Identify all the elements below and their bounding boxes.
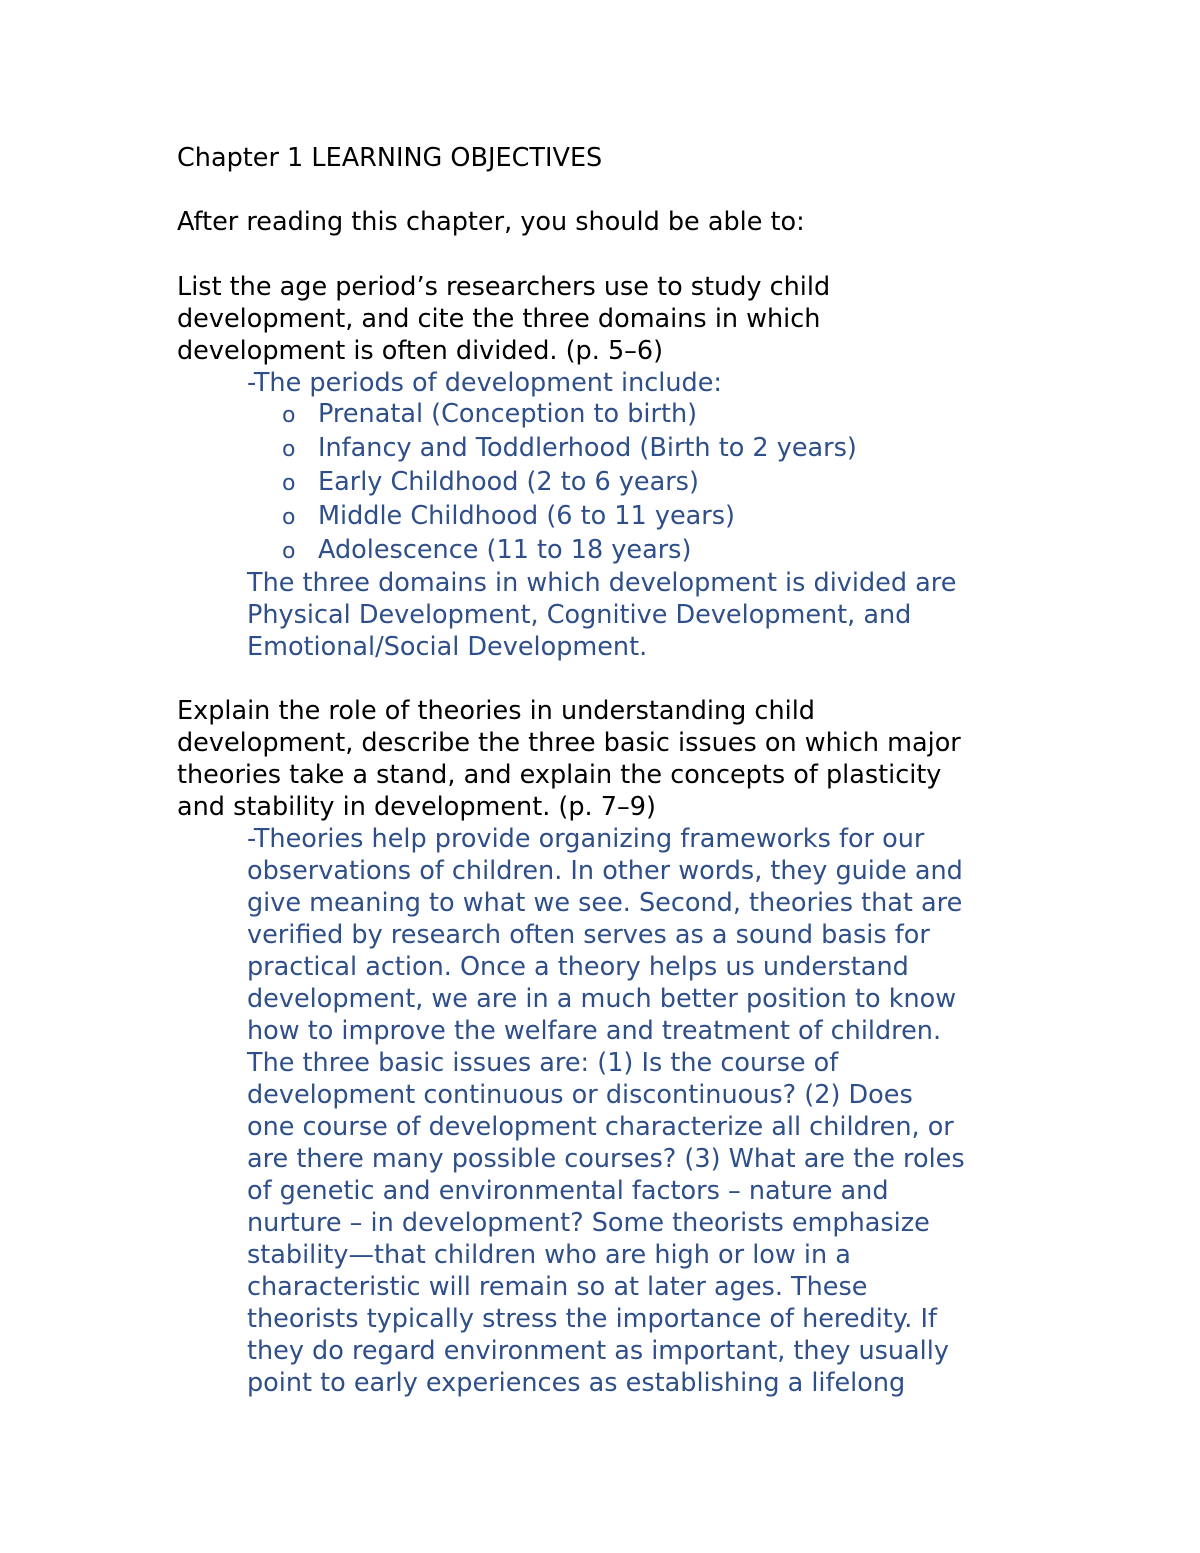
- period-list-item: Middle Childhood (6 to 11 years): [318, 501, 735, 531]
- theories-answer-line: of genetic and environmental factors – nature and: [247, 1176, 889, 1206]
- domains-answer-line: Emotional/Social Development.: [247, 632, 648, 662]
- intro-text: After reading this chapter, you should be able to:: [177, 207, 805, 237]
- domains-answer-line: Physical Development, Cognitive Development, and: [247, 600, 912, 630]
- bullet-marker: o: [282, 437, 296, 462]
- theories-answer-line: verified by research often serves as a sound basis for: [247, 920, 930, 950]
- objective-2-line: Explain the role of theories in understanding child: [177, 696, 815, 726]
- objective-1-line: development, and cite the three domains in which: [177, 304, 821, 334]
- objective-1-line: development is often divided. (p. 5–6): [177, 336, 664, 366]
- objective-2-line: and stability in development. (p. 7–9): [177, 792, 656, 822]
- theories-answer-line: give meaning to what we see. Second, theories that are: [247, 888, 963, 918]
- theories-answer-line: characteristic will remain so at later ages. These: [247, 1272, 868, 1302]
- theories-answer-line: -Theories help provide organizing frameworks for our: [247, 824, 925, 854]
- period-list-item: Early Childhood (2 to 6 years): [318, 467, 699, 497]
- objective-2-line: theories take a stand, and explain the concepts of plasticity: [177, 760, 942, 790]
- theories-answer-line: stability—that children who are high or low in a: [247, 1240, 851, 1270]
- theories-answer-line: one course of development characterize all children, or: [247, 1112, 954, 1142]
- objective-1-line: List the age period’s researchers use to study child: [177, 272, 831, 302]
- period-list-item: Infancy and Toddlerhood (Birth to 2 years): [318, 433, 857, 463]
- bullet-marker: o: [282, 403, 296, 428]
- periods-intro: -The periods of development include:: [247, 368, 722, 398]
- theories-answer-line: The three basic issues are: (1) Is the course of: [247, 1048, 839, 1078]
- bullet-marker: o: [282, 505, 296, 530]
- theories-answer-line: point to early experiences as establishing a lifelong: [247, 1368, 906, 1398]
- theories-answer-line: nurture – in development? Some theorists emphasize: [247, 1208, 930, 1238]
- domains-answer-line: The three domains in which development is divided are: [247, 568, 957, 598]
- theories-answer-line: they do regard environment as important, they usually: [247, 1336, 949, 1366]
- objective-2-line: development, describe the three basic issues on which major: [177, 728, 961, 758]
- theories-answer-line: development, we are in a much better position to know: [247, 984, 957, 1014]
- theories-answer-line: development continuous or discontinuous? (2) Does: [247, 1080, 913, 1110]
- bullet-marker: o: [282, 471, 296, 496]
- chapter-heading: Chapter 1 LEARNING OBJECTIVES: [177, 143, 603, 173]
- bullet-marker: o: [282, 539, 296, 564]
- theories-answer-line: how to improve the welfare and treatment of children.: [247, 1016, 942, 1046]
- theories-answer-line: practical action. Once a theory helps us understand: [247, 952, 909, 982]
- period-list-item: Prenatal (Conception to birth): [318, 399, 698, 429]
- period-list-item: Adolescence (11 to 18 years): [318, 535, 692, 565]
- theories-answer-line: are there many possible courses? (3) What are the roles: [247, 1144, 965, 1174]
- theories-answer-line: observations of children. In other words, they guide and: [247, 856, 963, 886]
- theories-answer-line: theorists typically stress the importance of heredity. If: [247, 1304, 937, 1334]
